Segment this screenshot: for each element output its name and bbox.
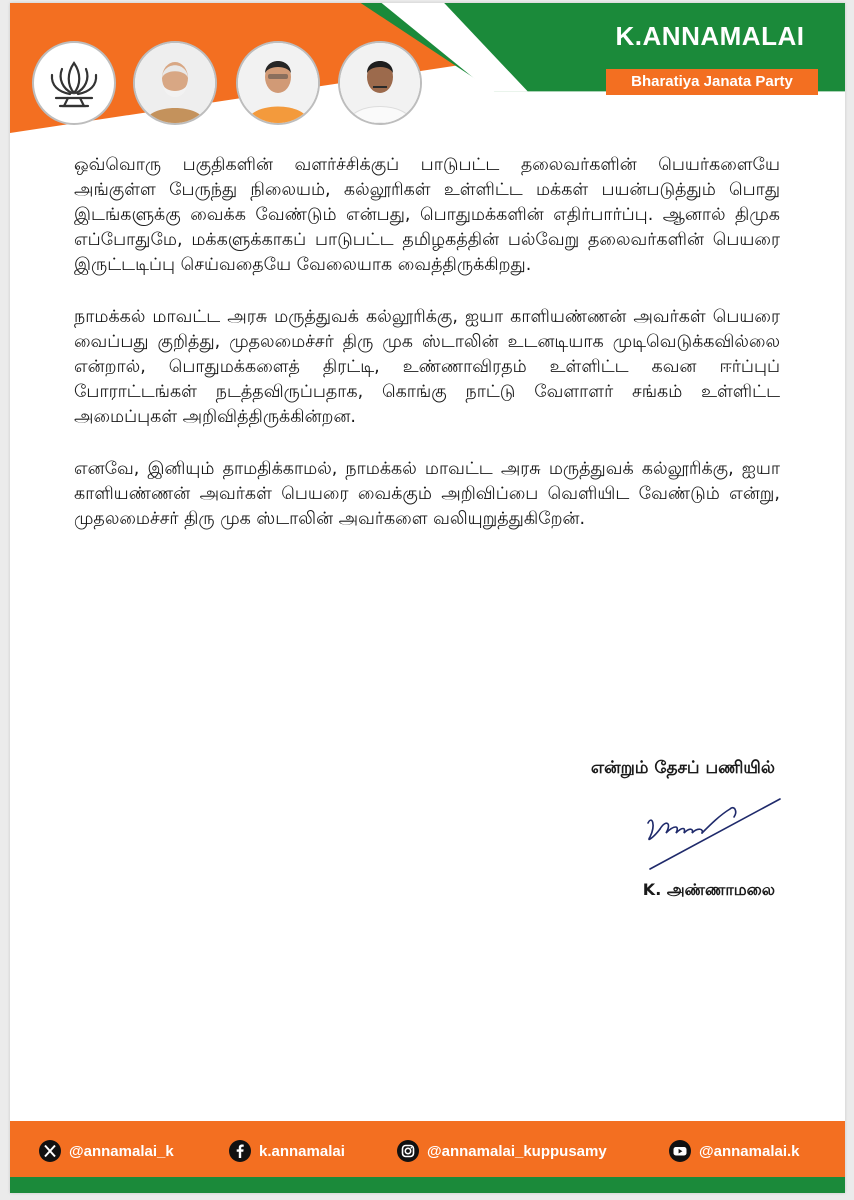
x-icon — [38, 1139, 62, 1163]
social-handle: @annamalai.k — [699, 1142, 800, 1160]
party-name: Bharatiya Janata Party — [606, 69, 818, 95]
social-handle: @annamalai_kuppusamy — [427, 1142, 607, 1160]
social-youtube[interactable] — [668, 1138, 800, 1164]
letter-paragraph: எனவே, இனியும் தாமதிக்காமல், நாமக்கல் மாவட்ட அரசு மருத்துவக் கல்லூரிக்கு, ஐயா காளியண்ணன் அவர்கள் பெயரை வைக்கும் அறிவிப்பை வெளியிட வேண்டும் என்று, முதலமைச்சர் திரு முக ஸ்டாலின் அவர்களை வலியுறுத்துகிறேன். — [74, 459, 780, 529]
leader-portrait-icon — [338, 41, 422, 125]
instagram-icon — [396, 1139, 420, 1163]
youtube-icon — [668, 1139, 692, 1163]
letter-paragraph: நாமக்கல் மாவட்ட அரசு மருத்துவக் கல்லூரிக்கு, ஐயா காளியண்ணன் அவர்கள் பெயரை வைப்பது குறித்து, முதலமைச்சர் திரு முக ஸ்டாலின் உடனடியாக முடிவெடுக்கவில்லை என்றால், பொதுமக்களைத் திரட்டி, உண்ணாவிரதம் உள்ளிட்ட கவன ஈர்ப்புப் போராட்டங்கள் நடத்தவிருப்பதாக, கொங்கு நாட்டு வேளாளர் சங்கம் உள்ளிட்ட அமைப்புகள் அறிவித்திருக்கின்றன. — [74, 307, 780, 427]
facebook-icon — [228, 1139, 252, 1163]
lotus-logo-icon — [32, 41, 116, 125]
social-handle: @annamalai_k — [69, 1142, 174, 1160]
social-facebook[interactable] — [228, 1138, 345, 1164]
social-instagram[interactable] — [396, 1138, 607, 1164]
letter-body — [74, 153, 780, 559]
leader-name: K.ANNAMALAI — [615, 21, 805, 51]
social-handle: k.annamalai — [259, 1142, 345, 1160]
signature — [630, 785, 790, 875]
letterhead-page — [10, 3, 845, 1193]
leader-portrait-icon — [236, 41, 320, 125]
closing-line: என்றும் தேசப் பணியில் — [590, 758, 775, 778]
leader-portrait-icon — [133, 41, 217, 125]
letter-paragraph: ஒவ்வொரு பகுதிகளின் வளர்ச்சிக்குப் பாடுபட்ட தலைவர்களின் பெயர்களையே அங்குள்ள பேருந்து நிலையம், கல்லூரிகள் உள்ளிட்ட மக்கள் பயன்படுத்தும் பொது இடங்களுக்கு வைக்க வேண்டும் என்பது, பொதுமக்களின் எதிர்பார்ப்பு. ஆனால் திமுக எப்போதுமே, மக்களுக்காகப் பாடுபட்ட தமிழகத்தின் பல்வேறு தலைவர்களின் பெயரை இருட்டடிப்பு செய்வதையே வேலையாக வைத்திருக்கிறது. — [74, 155, 780, 275]
footer-green-band — [10, 1177, 845, 1193]
social-x[interactable] — [38, 1138, 174, 1164]
signer-name: K. அண்ணாமலை — [642, 880, 775, 899]
